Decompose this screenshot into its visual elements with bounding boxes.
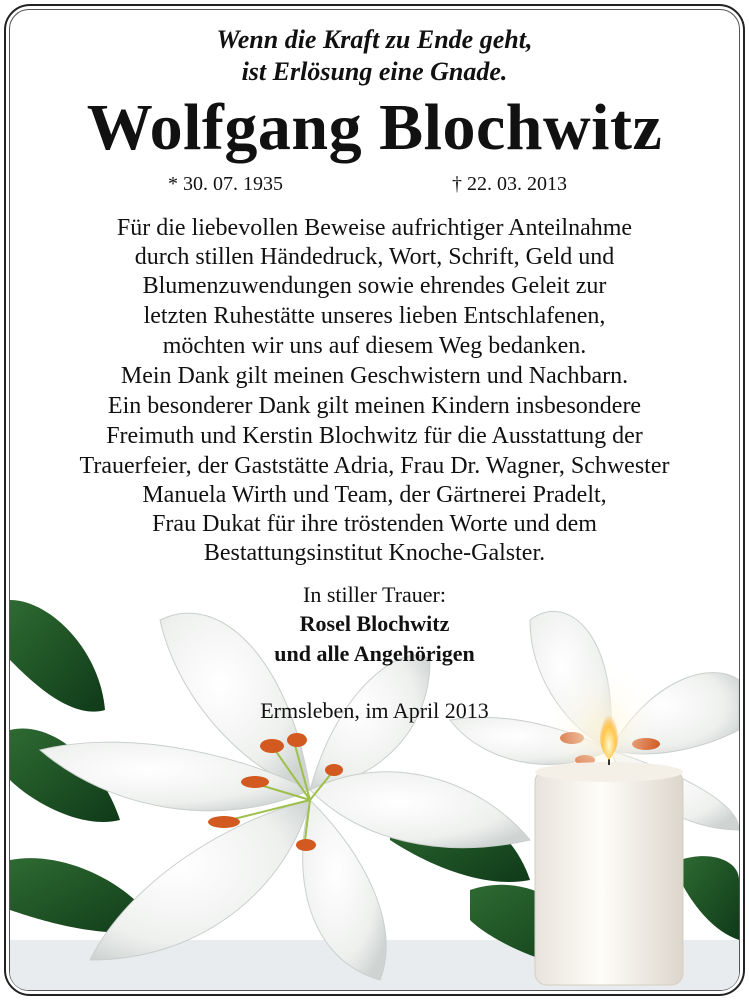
body-line: durch stillen Händedruck, Wort, Schrift, Geld und xyxy=(134,244,615,270)
body-line: letzten Ruhestätte unseres lieben Entschlafenen, xyxy=(143,303,606,329)
deceased-name: Wolfgang Blochwitz xyxy=(86,91,663,164)
body-line: Trauerfeier, der Gaststätte Adria, Frau Dr. Wagner, Schwester xyxy=(79,453,670,479)
body-line: Bestattungsinstitut Knoche-Galster. xyxy=(203,540,546,566)
death-date: † 22. 03. 2013 xyxy=(452,173,567,195)
signature-intro: In stiller Trauer: xyxy=(303,582,446,607)
body-line: Frau Dukat für ihre tröstenden Worte und dem xyxy=(152,511,597,537)
body-line: Manuela Wirth und Team, der Gärtnerei Pradelt, xyxy=(142,482,607,508)
body-line: Mein Dank gilt meinen Geschwistern und Nachbarn. xyxy=(120,363,629,389)
motto-line-1: Wenn die Kraft zu Ende geht, xyxy=(216,25,533,54)
signature-relatives: und alle Angehörigen xyxy=(274,641,475,666)
body-line: Ein besonderer Dank gilt meinen Kindern insbesondere xyxy=(107,393,642,419)
place-date: Ermsleben, im April 2013 xyxy=(260,698,489,723)
signature-name: Rosel Blochwitz xyxy=(299,611,450,636)
body-line: Für die liebevollen Beweise aufrichtiger Anteilnahme xyxy=(116,215,633,241)
body-line: Freimuth und Kerstin Blochwitz für die Ausstattung der xyxy=(106,423,643,449)
body-line: Blumenzuwendungen sowie ehrendes Geleit zur xyxy=(142,273,607,299)
body-line: möchten wir uns auf diesem Weg bedanken. xyxy=(162,333,587,359)
motto-line-2: ist Erlösung eine Gnade. xyxy=(241,57,508,86)
birth-date: * 30. 07. 1935 xyxy=(168,173,283,195)
